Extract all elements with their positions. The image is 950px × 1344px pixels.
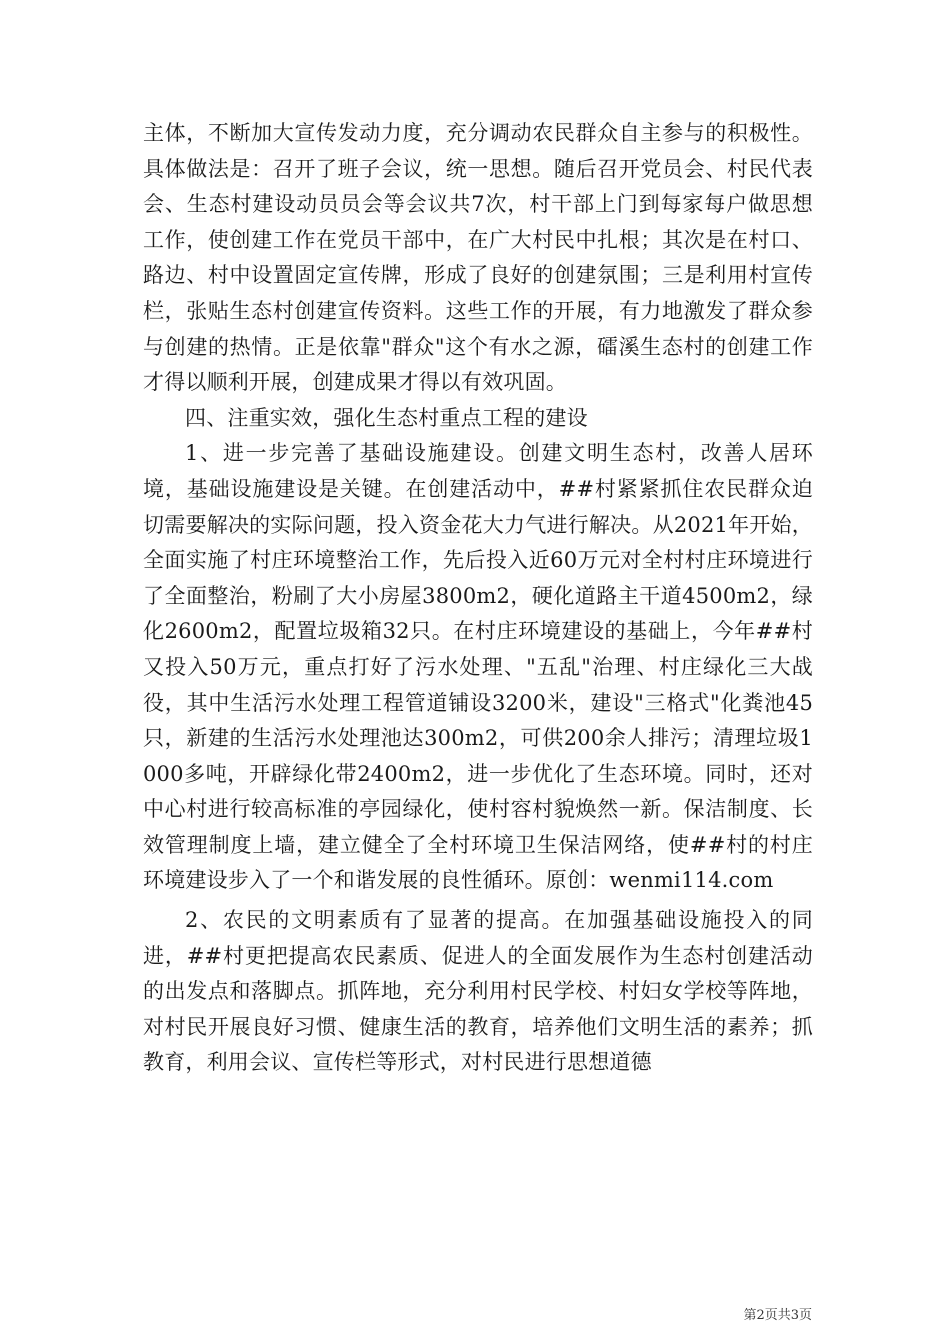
page-footer — [0, 1304, 812, 1323]
document-body — [143, 116, 813, 1081]
paragraph-continuation: 主体，不断加大宣传发动力度，充分调动农民群众自主参与的积极性。具体做法是：召开了班子会议，统一思想。随后召开党员会、村民代表会、生态村建设动员员会等会议共7次，村干部上门到每家每户做思想工作，使创建工作在党员干部中，在广大村民中扎根；其次是在村口、路边、村中设置固定宣传牌，形成了良好的创建氛围；三是利用村宣传栏，张贴生态村创建宣传资料。这些工作的开展，有力地激发了群众参与创建的热情。正是依靠"群众"这个有水之源，礌溪生态村的创建工作才得以顺利开展，创建成果才得以有效巩固。 — [143, 121, 813, 395]
paragraph-civility: 2、农民的文明素质有了显著的提高。在加强基础设施投入的同进，##村更把提高农民素质、促进人的全面发展作为生态村创建活动的出发点和落脚点。抓阵地，充分利用村民学校、村妇女学校等阵地，对村民开展良好习惯、健康生活的教育，培养他们文明生活的素养；抓教育，利用会议、宣传栏等形式，对村民进行思想道德 — [143, 908, 813, 1075]
paragraph-infrastructure: 1、进一步完善了基础设施建设。创建文明生态村，改善人居环境，基础设施建设是关键。在创建活动中，##村紧紧抓住农民群众迫切需要解决的实际问题，投入资金花大力气进行解决。从2021年开始，全面实施了村庄环境整治工作，先后投入近60万元对全村村庄环境进行了全面整治，粉刷了大小房屋3800m2，硬化道路主干道4500m2，绿化2600m2，配置垃圾箱32只。在村庄环境建设的基础上，今年##村又投入50万元，重点打好了污水处理、"五乱"治理、村庄绿化三大战役，其中生活污水处理工程管道铺设3200米，建设"三格式"化粪池45只，新建的生活污水处理池达300m2，可供200余人排污；清理垃圾1000多吨，开辟绿化带2400m2，进一步优化了生态环境。同时，还对中心村进行较高标准的亭园绿化，使村容村貌焕然一新。保洁制度、长效管理制度上墙，建立健全了全村环境卫生保洁网络，使##村的村庄环境建设步入了一个和谐发展的良性循环。原创：wenmi114.com — [143, 441, 813, 893]
page-number: 第2页共3页 — [743, 1308, 812, 1323]
section-heading-4: 四、注重实效，强化生态村重点工程的建设 — [185, 405, 588, 430]
